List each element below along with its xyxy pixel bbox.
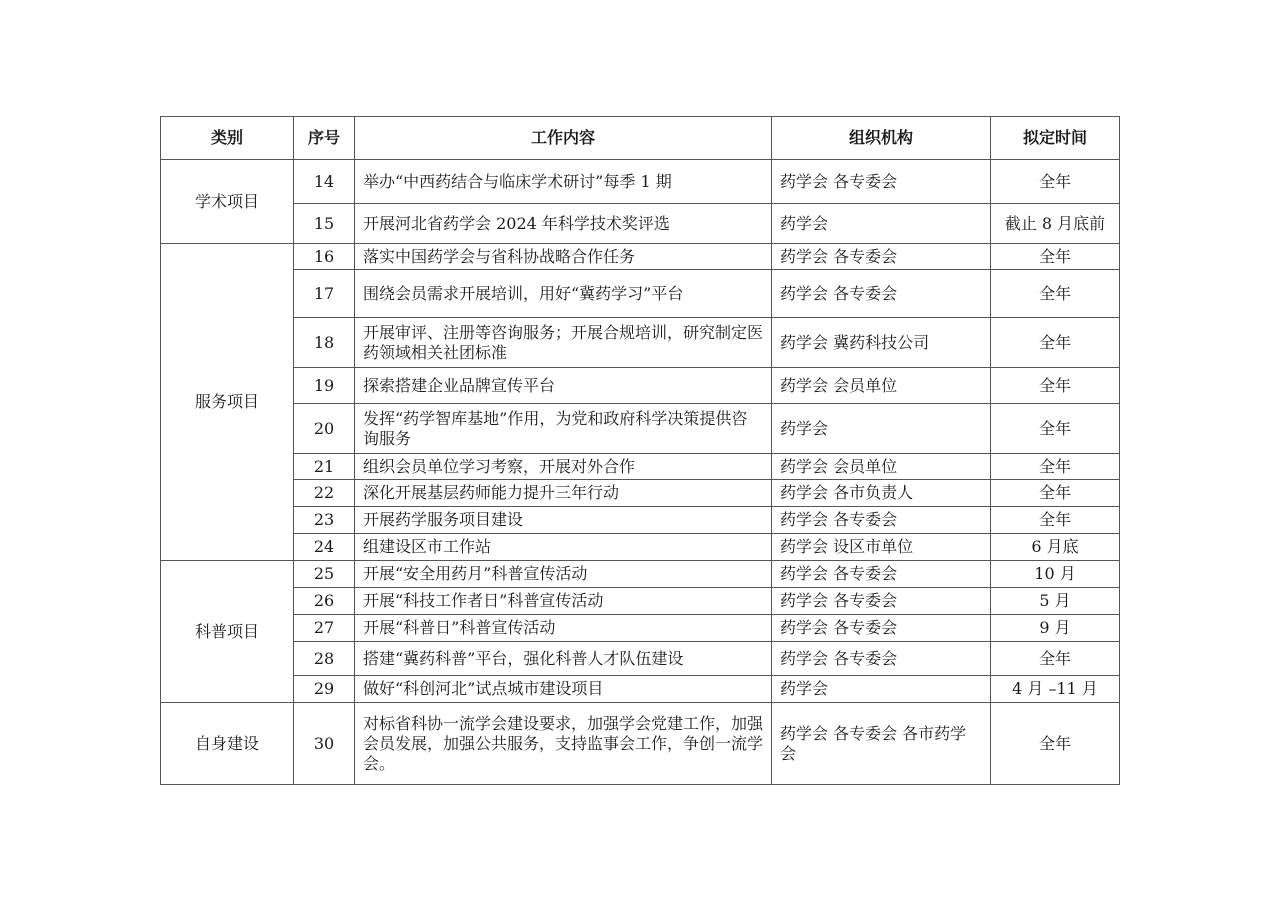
table-row (161, 561, 1120, 588)
content-cell: 围绕会员需求开展培训，用好“冀药学习”平台 (355, 270, 772, 318)
table-row (161, 703, 1120, 785)
number-cell: 28 (294, 642, 355, 676)
org-cell: 药学会 各专委会 (772, 270, 991, 318)
number-cell: 25 (294, 561, 355, 588)
table-row (161, 642, 1120, 676)
content-cell: 开展河北省药学会 2024 年科学技术奖评选 (355, 204, 772, 244)
table-row (161, 480, 1120, 507)
org-cell: 药学会 冀药科技公司 (772, 318, 991, 368)
content-cell: 深化开展基层药师能力提升三年行动 (355, 480, 772, 507)
header-time: 拟定时间 (991, 117, 1120, 160)
org-cell: 药学会 各专委会 (772, 561, 991, 588)
org-cell: 药学会 (772, 676, 991, 703)
category-cell: 科普项目 (161, 561, 294, 703)
number-cell: 30 (294, 703, 355, 785)
content-cell: 搭建“冀药科普”平台，强化科普人才队伍建设 (355, 642, 772, 676)
table-row (161, 270, 1120, 318)
org-cell: 药学会 各专委会 (772, 244, 991, 270)
number-cell: 29 (294, 676, 355, 703)
org-cell: 药学会 各专委会 (772, 642, 991, 676)
table-row (161, 204, 1120, 244)
number-cell: 18 (294, 318, 355, 368)
header-row (161, 117, 1120, 160)
number-cell: 15 (294, 204, 355, 244)
number-cell: 20 (294, 404, 355, 454)
org-cell: 药学会 会员单位 (772, 454, 991, 480)
number-cell: 24 (294, 534, 355, 561)
table-row (161, 615, 1120, 642)
org-cell: 药学会 各专委会 (772, 588, 991, 615)
time-cell: 4 月 –11 月 (991, 676, 1120, 703)
number-cell: 22 (294, 480, 355, 507)
table-row (161, 244, 1120, 270)
org-cell: 药学会 (772, 204, 991, 244)
time-cell: 全年 (991, 454, 1120, 480)
org-cell: 药学会 各专委会 各市药学会 (772, 703, 991, 785)
time-cell: 全年 (991, 368, 1120, 404)
time-cell: 全年 (991, 160, 1120, 204)
org-cell: 药学会 会员单位 (772, 368, 991, 404)
header-category: 类别 (161, 117, 294, 160)
table-row (161, 454, 1120, 480)
time-cell: 全年 (991, 244, 1120, 270)
content-cell: 组建设区市工作站 (355, 534, 772, 561)
time-cell: 全年 (991, 507, 1120, 534)
time-cell: 全年 (991, 318, 1120, 368)
number-cell: 27 (294, 615, 355, 642)
number-cell: 17 (294, 270, 355, 318)
content-cell: 落实中国药学会与省科协战略合作任务 (355, 244, 772, 270)
time-cell: 全年 (991, 703, 1120, 785)
content-cell: 开展“安全用药月”科普宣传活动 (355, 561, 772, 588)
time-cell: 6 月底 (991, 534, 1120, 561)
table-row (161, 318, 1120, 368)
content-cell: 组织会员单位学习考察，开展对外合作 (355, 454, 772, 480)
number-cell: 26 (294, 588, 355, 615)
table-row (161, 160, 1120, 204)
table-row (161, 588, 1120, 615)
content-cell: 举办“中西药结合与临床学术研讨”每季 1 期 (355, 160, 772, 204)
time-cell: 10 月 (991, 561, 1120, 588)
org-cell: 药学会 设区市单位 (772, 534, 991, 561)
header-org: 组织机构 (772, 117, 991, 160)
time-cell: 全年 (991, 270, 1120, 318)
time-cell: 截止 8 月底前 (991, 204, 1120, 244)
content-cell: 做好“科创河北”试点城市建设项目 (355, 676, 772, 703)
header-content: 工作内容 (355, 117, 772, 160)
org-cell: 药学会 各专委会 (772, 615, 991, 642)
number-cell: 16 (294, 244, 355, 270)
table-row (161, 507, 1120, 534)
org-cell: 药学会 (772, 404, 991, 454)
content-cell: 发挥“药学智库基地”作用，为党和政府科学决策提供咨询服务 (355, 404, 772, 454)
category-cell: 服务项目 (161, 244, 294, 561)
content-cell: 对标省科协一流学会建设要求，加强学会党建工作，加强会员发展，加强公共服务，支持监事会工作，争创一流学会。 (355, 703, 772, 785)
number-cell: 21 (294, 454, 355, 480)
category-cell: 学术项目 (161, 160, 294, 244)
content-cell: 开展“科普日”科普宣传活动 (355, 615, 772, 642)
content-cell: 开展“科技工作者日”科普宣传活动 (355, 588, 772, 615)
number-cell: 14 (294, 160, 355, 204)
org-cell: 药学会 各专委会 (772, 160, 991, 204)
org-cell: 药学会 各专委会 (772, 507, 991, 534)
content-cell: 开展药学服务项目建设 (355, 507, 772, 534)
header-number: 序号 (294, 117, 355, 160)
org-cell: 药学会 各市负责人 (772, 480, 991, 507)
time-cell: 全年 (991, 642, 1120, 676)
time-cell: 全年 (991, 480, 1120, 507)
work-plan-table (160, 116, 1120, 785)
table-row (161, 534, 1120, 561)
time-cell: 5 月 (991, 588, 1120, 615)
table-body (161, 160, 1120, 785)
table-row (161, 404, 1120, 454)
content-cell: 探索搭建企业品牌宣传平台 (355, 368, 772, 404)
content-cell: 开展审评、注册等咨询服务；开展合规培训，研究制定医药领域相关社团标准 (355, 318, 772, 368)
number-cell: 23 (294, 507, 355, 534)
category-cell: 自身建设 (161, 703, 294, 785)
time-cell: 全年 (991, 404, 1120, 454)
table-row (161, 368, 1120, 404)
table-row (161, 676, 1120, 703)
time-cell: 9 月 (991, 615, 1120, 642)
number-cell: 19 (294, 368, 355, 404)
